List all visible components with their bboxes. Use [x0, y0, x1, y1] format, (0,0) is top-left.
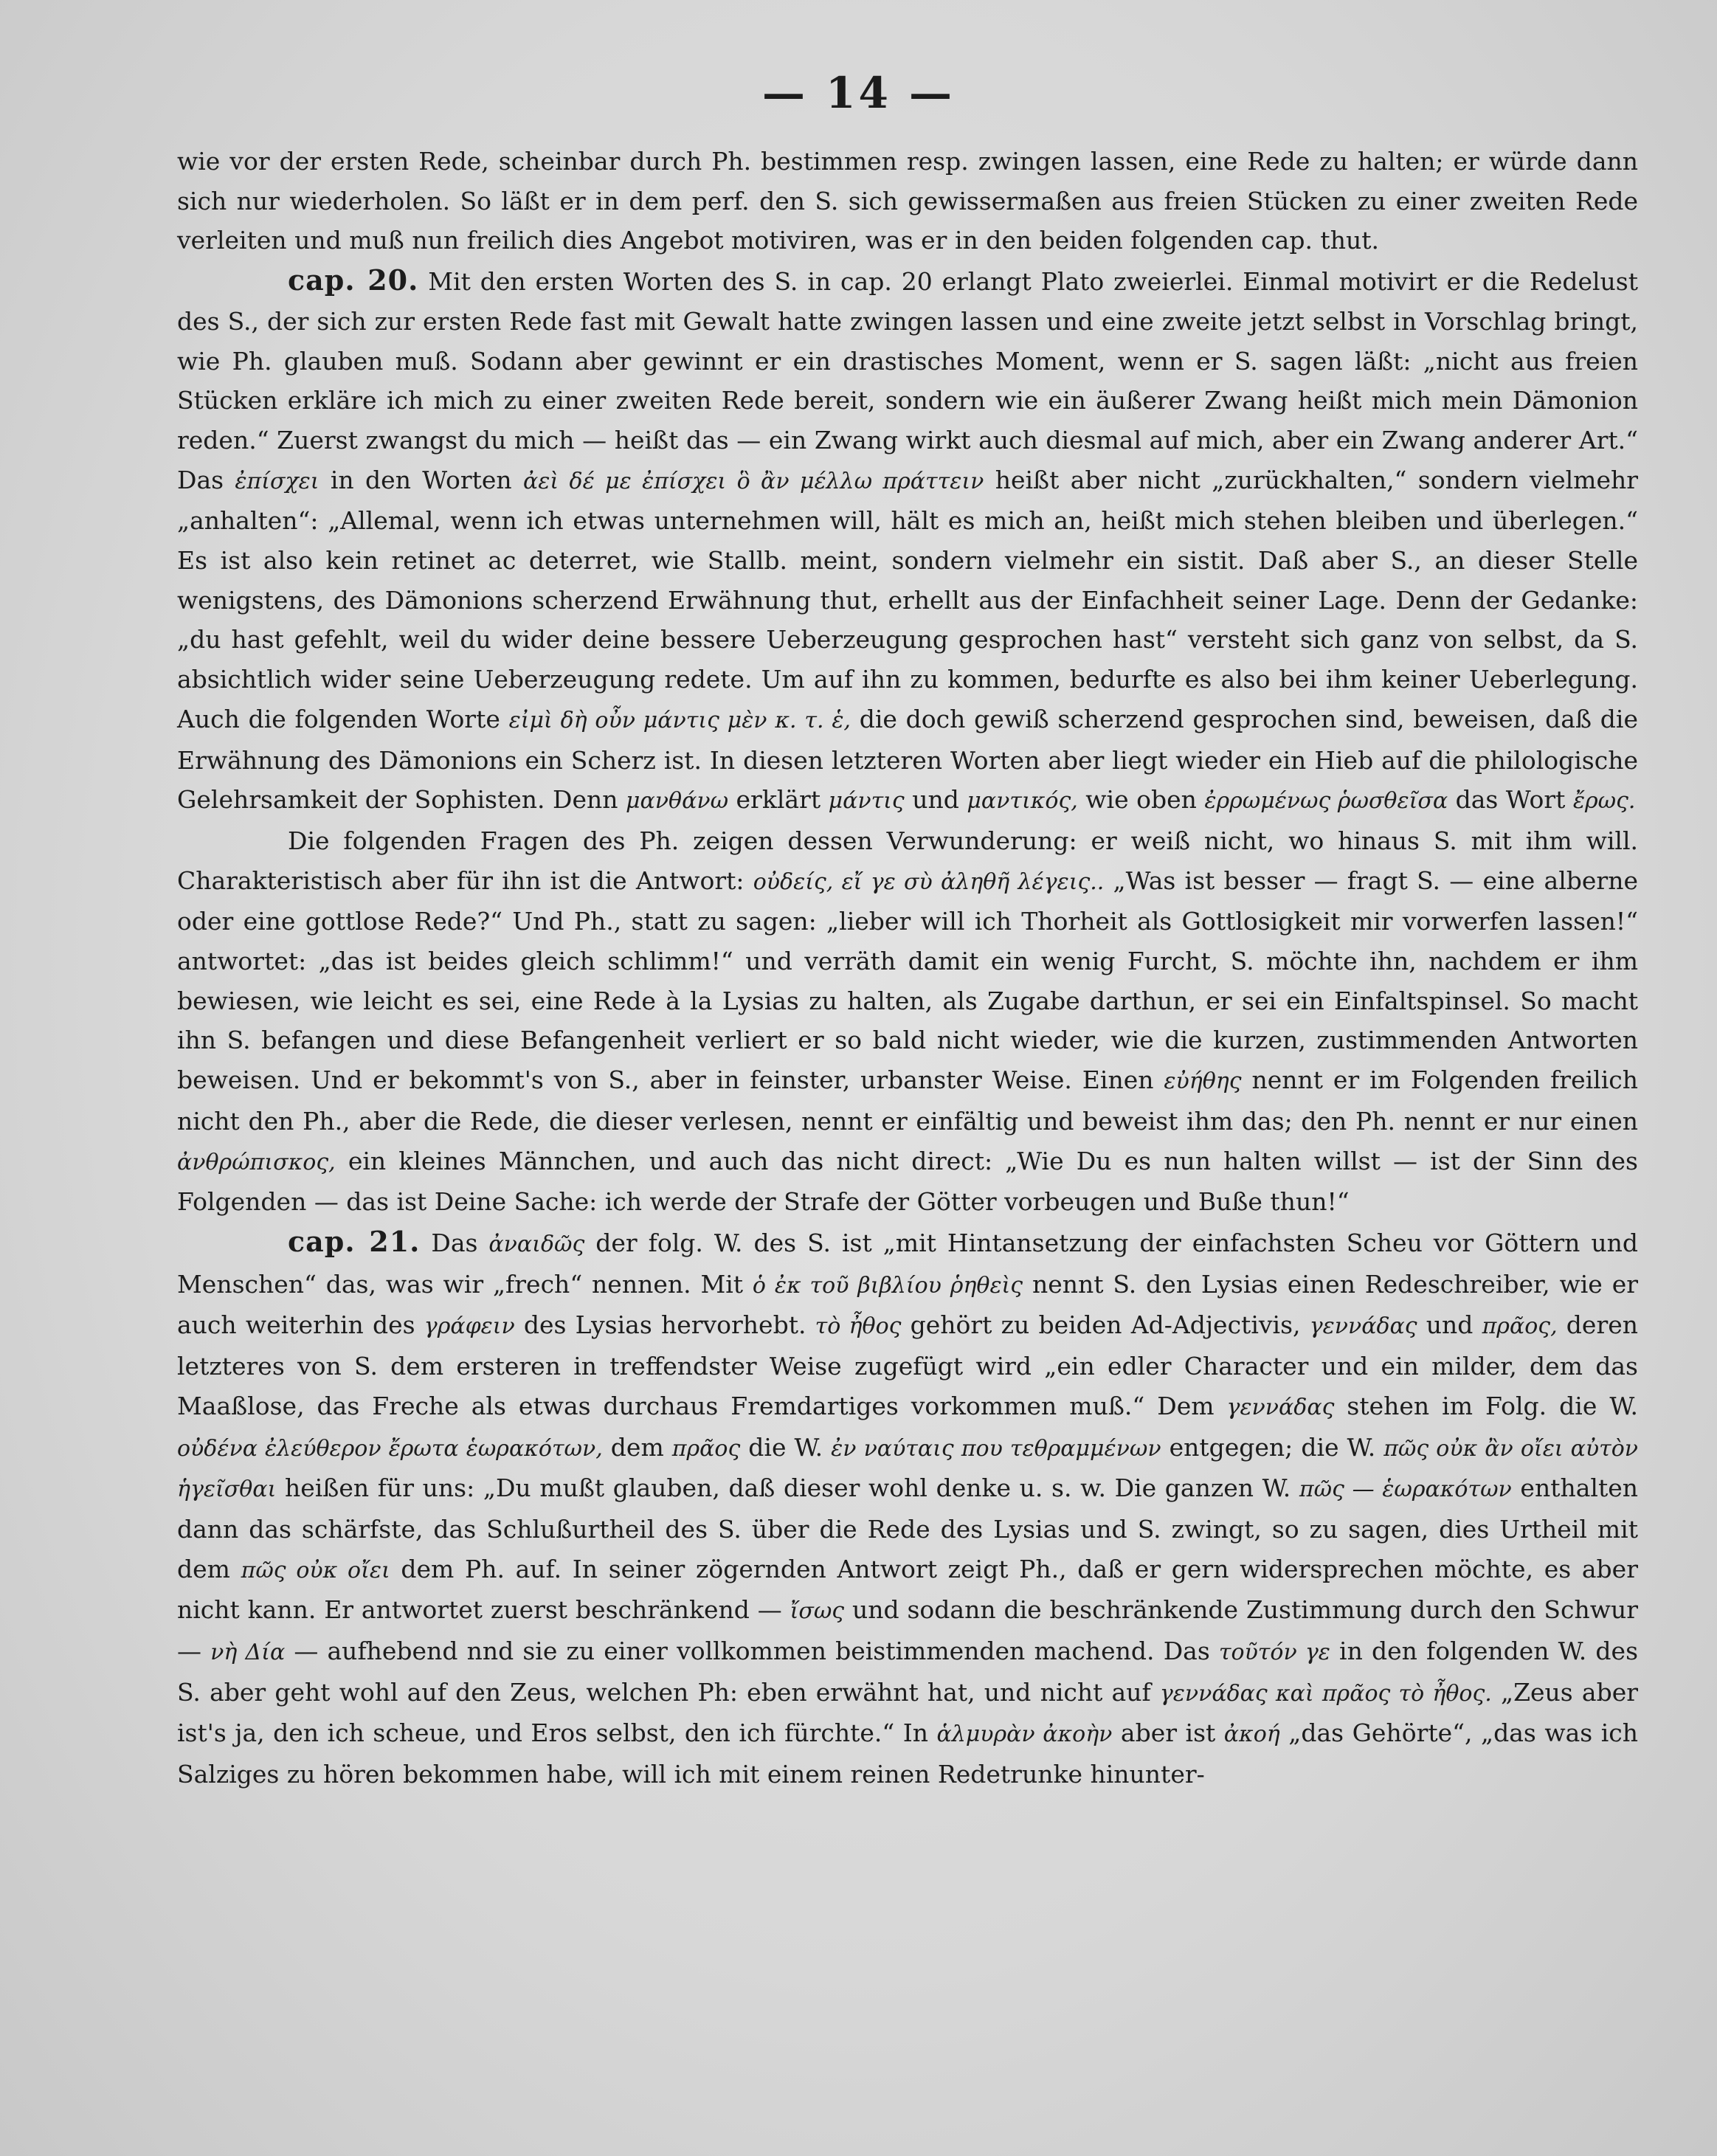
text-run: nennt er im Folgenden freilich nicht den Ph., aber die Rede, die dieser verlesen, nennt er einfältig und beweist ihm das; den Ph. nennt er nur einen [177, 1065, 1638, 1136]
text-run: „das Gehörte“, „das was ich Salziges zu hören bekommen habe, will ich mit einem reinen Redetrunke hinunter- [177, 1718, 1638, 1789]
greek-text: εἰμὶ δὴ οὖν μάντις μὲν κ. τ. ἑ, [508, 707, 851, 733]
greek-text: ἁλμυρὰν ἀκοὴν [936, 1721, 1113, 1748]
greek-text: μαντικός, [967, 788, 1078, 815]
text-run: „Was ist besser — fragt S. — eine alberne oder eine gottlose Rede?“ Und Ph., statt zu sagen: „lieber will ich Thorheit als Gottlosigkeit mir vorwerfen lassen!“ antwortet: „das ist beides gleich schlimm!“ und verräth damit ein wenig Furcht, S. möchte ihn, nachdem er ihm bewiesen, wie leicht es sei, eine Rede à la Lysias zu halten, als Zugabe darthun, er sei ein Einfaltspinsel. So macht ihn S. befangen und diese Befangenheit verliert er so bald nicht wieder, wie die kurzen, zustimmenden Antworten beweisen. Und er bekommt's von S., aber in feinster, urbanster Weise. Einen [177, 865, 1638, 1095]
greek-text: πρᾶος [671, 1435, 741, 1462]
greek-text: ἔρως. [1572, 788, 1636, 815]
greek-text: ἀνθρώπισκος, [177, 1149, 336, 1175]
greek-text: ἀναιδῶς [488, 1231, 585, 1257]
text-run: heißen für uns: „Du mußt glauben, daß dieser wohl denke u. s. w. Die ganzen W. [276, 1473, 1299, 1503]
text-run: „Zeus aber ist's ja, den ich scheue, und Eros selbst, den ich fürchte.“ In [177, 1677, 1638, 1748]
greek-text: τοῦτόν γε [1218, 1640, 1330, 1666]
text-run: Die folgenden Fragen des Ph. zeigen dessen Verwunderung: er weiß nicht, wo hinaus S. mit ihm will. Charakteristisch aber für ihn ist die Antwort: [177, 826, 1638, 895]
greek-text: νὴ Δία [210, 1640, 286, 1666]
body-text [177, 142, 1638, 1794]
greek-text: μανθάνω [626, 788, 729, 815]
text-run: wie oben [1077, 785, 1205, 815]
text-run: und sodann die beschränkende Zustimmung durch den Schwur — [177, 1595, 1638, 1666]
text-run: des Lysias hervorhebt. [514, 1310, 815, 1340]
greek-text: πῶς — ἑωρακότων [1299, 1476, 1512, 1503]
cap-label: cap. 20. [288, 263, 419, 297]
greek-text: ἐν ναύταις που τεθραμμένων [831, 1435, 1161, 1462]
greek-text: ἐρρωμένως ῥωσθεῖσα [1204, 788, 1448, 815]
text-run: der folg. W. des S. ist „mit Hintansetzung der einfachsten Scheu vor Göttern und Menschen“ das, was wir „frech“ nennen. Mit [177, 1228, 1638, 1299]
greek-text: γεννάδας καὶ πρᾶος τὸ ἦθος. [1159, 1680, 1492, 1707]
text-run: entgegen; die W. [1161, 1432, 1384, 1462]
greek-text: πρᾶος, [1482, 1313, 1558, 1340]
text-run: — aufhebend nnd sie zu einer vollkommen beistimmenden machend. Das [285, 1637, 1219, 1666]
greek-text: γεννάδας [1309, 1313, 1417, 1340]
paragraph-p3 [177, 821, 1638, 1222]
text-run: stehen im Folg. die W. [1334, 1391, 1638, 1420]
text-run: Mit den ersten Worten des S. in cap. 20 erlangt Plato zweierlei. Einmal motivirt er die Redelust des S., der sich zur ersten Rede fast mit Gewalt hatte zwingen lassen und eine zweite jetzt selbst in Vorschlag bringt, wie Ph. glauben muß. Sodann aber gewinnt er ein drastisches Moment, wenn er S. sagen läßt: „nicht aus freien Stücken erkläre ich mich zu einer zweiten Rede bereit, sondern wie ein äußerer Zwang heißt mich mein Dämonion reden.“ Zuerst zwangst du mich — heißt das — ein Zwang wirkt auch diesmal auf mich, aber ein Zwang anderer Art.“ Das [177, 267, 1639, 494]
greek-text: ἀκοή [1223, 1721, 1280, 1748]
text-run: aber ist [1112, 1718, 1224, 1748]
text-run: erklärt [728, 785, 829, 815]
text-run: und [904, 785, 967, 815]
greek-text: γράφειν [424, 1313, 515, 1340]
greek-text: γεννάδας [1226, 1394, 1335, 1420]
greek-text: ἀεὶ δέ με ἐπίσχει ὃ ἂν μέλλω πράττειν [523, 468, 984, 494]
paragraph-p4 [177, 1222, 1638, 1794]
paragraph-p1 [177, 142, 1638, 260]
greek-text: ἴσως [790, 1598, 845, 1625]
text-run: und [1417, 1310, 1482, 1340]
text-run: gehört zu beiden Ad-Adjectivis, [901, 1310, 1310, 1340]
greek-text: πῶς οὐκ ἂν οἴει αὐτὸν ἡγεῖσθαι [177, 1435, 1639, 1503]
text-run: dem [602, 1432, 672, 1462]
greek-text: ἐπίσχει [235, 468, 319, 494]
text-run: in den folgenden W. des S. aber geht wohl auf den Zeus, welchen Ph: eben erwähnt hat, und nicht auf [177, 1637, 1639, 1707]
text-run: dem Ph. auf. In seiner zögernden Antwort zeigt Ph., daß er gern widersprechen möchte, es aber nicht kann. Er antwortet zuerst beschränkend — [177, 1554, 1638, 1625]
paragraph-p2 [177, 260, 1638, 821]
text-run: heißt aber nicht „zurückhalten,“ sondern vielmehr „anhalten“: „Allemal, wenn ich etwas unternehmen will, hält es mich an, heißt mich stehen bleiben und überlegen.“ Es ist also kein retinet ac deterret, wie Stallb. meint, sondern vielmehr ein sistit. Daß aber S., an dieser Stelle wenigstens, des Dämonions scherzend Erwähnung thut, erhellt aus der Einfachheit seiner Lage. Denn der Gedanke: „du hast gefehlt, weil du wider deine bessere Ueberzeugung gesprochen hast“ versteht sich ganz von selbst, da S. absichtlich wider seine Ueberzeugung redete. Um auf ihn zu kommen, bedurfte es also bei ihm keiner Ueberlegung. Auch die folgenden Worte [177, 465, 1639, 733]
greek-text: εὐήθης [1164, 1068, 1242, 1095]
text-run: die doch gewiß scherzend gesprochen sind, beweisen, daß die Erwähnung des Dämonions ein Scherz ist. In diesen letzteren Worten aber liegt wieder ein Hieb auf die philologische Gelehrsamkeit der Sophisten. Denn [177, 704, 1638, 815]
text-run: wie vor der ersten Rede, scheinbar durch Ph. bestimmen resp. zwingen lassen, eine Rede zu halten; er würde dann sich nur wiederholen. So läßt er in dem perf. den S. sich gewissermaßen aus freien Stücken zu einer zweiten Rede verleiten und muß nun freilich dies Angebot motiviren, was er in den beiden folgenden cap. thut. [177, 147, 1638, 255]
greek-text: οὐδένα ἐλεύθερον ἔρωτα ἑωρακότων, [177, 1435, 603, 1462]
cap-label: cap. 21. [288, 1224, 421, 1258]
page-number: — 14 — [761, 68, 956, 118]
text-run: Das [420, 1228, 489, 1257]
greek-text: ὁ ἐκ τοῦ βιβλίου ῥηθεὶς [752, 1272, 1023, 1299]
text-run: enthalten dann das schärfste, das Schlußurtheil des S. über die Rede des Lysias und S. zwingt, so zu sagen, dies Urtheil mit dem [177, 1473, 1638, 1583]
text-run: deren letzteres von S. dem ersteren in treffendster Weise zugefügt wird „ein edler Character und ein milder, dem das Maaßlose, das Freche als etwas durchaus Fremdartiges vorkommen muß.“ Dem [177, 1310, 1639, 1420]
text-run: das Wort [1448, 785, 1573, 815]
greek-text: πῶς οὐκ οἴει [241, 1557, 390, 1583]
greek-text: μάντις [828, 788, 905, 815]
greek-text: τὸ ἦθος [815, 1313, 902, 1340]
text-run: die W. [740, 1432, 832, 1462]
greek-text: οὐδείς, εἴ γε σὺ ἀληθῆ λέγεις.. [753, 868, 1105, 895]
text-run: ein kleines Männchen, und auch das nicht direct: „Wie Du es nun halten willst — ist der Sinn des Folgenden — das ist Deine Sache: ich werde der Strafe der Götter vorbeugen und Buße thun!“ [177, 1146, 1638, 1217]
text-run: in den Worten [319, 465, 524, 494]
text-run: nennt S. den Lysias einen Redeschreiber, wie er auch weiterhin des [177, 1269, 1638, 1340]
